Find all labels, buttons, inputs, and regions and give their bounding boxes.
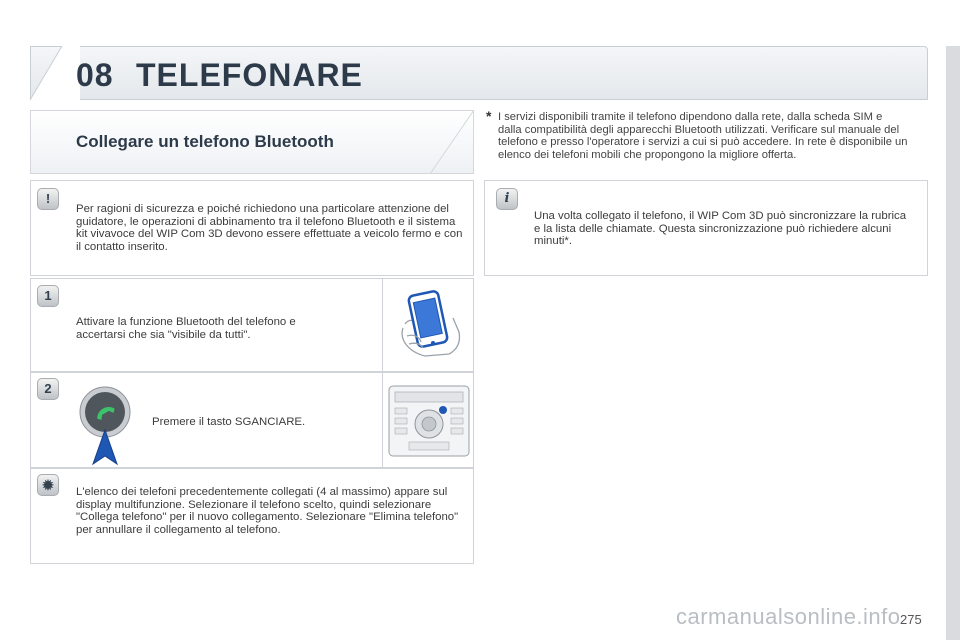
chapter-number: 08 [76, 57, 114, 93]
chapter-title: TELEFONARE [136, 57, 363, 93]
watermark: carmanualsonline.info [676, 604, 901, 629]
hang-up-button-icon [78, 384, 136, 470]
step-2-text: Premere il tasto SGANCIARE. [152, 416, 306, 428]
step-1-text: Attivare la funzione Bluetooth del telefono e accertarsi che sia "visibile da tutti". [76, 316, 296, 341]
section-title: Collegare un telefono Bluetooth [76, 132, 334, 151]
warning-text: Per ragioni di sicurezza e poiché richiedono una particolare attenzione del guidatore, le operazioni di abbinamento tra il telefono Bluetooth e il sistema kit vivavoce del WIP Com 3D devono essere effettuate a veicolo fermo e con il contatto inserito. [76, 203, 463, 253]
exclamation-icon: ! [37, 188, 59, 210]
side-tab-bar [946, 46, 960, 640]
radio-console-icon [387, 382, 471, 460]
step-1-badge: 1 [37, 285, 59, 307]
step-2-badge: 2 [37, 378, 59, 400]
info-text: Una volta collegato il telefono, il WIP Com 3D può sincronizzare la rubrica e la lista delle chiamate. Questa sincronizzazione può richiedere alcuni minuti*. [534, 210, 907, 248]
step-1-divider [382, 278, 383, 372]
step-2-divider [382, 372, 383, 468]
tip-text: L'elenco dei telefoni precedentemente collegati (4 al massimo) appare sul display multifunzione. Selezionare il telefono scelto, quindi selezionare "Collega telefono" per il nuovo collegamento. Selezionare "Elimina telefono" per annullare il collegamento al telefono. [76, 486, 459, 536]
section-box-corner [430, 110, 478, 176]
phone-in-hand-icon [395, 288, 467, 364]
info-icon: i [496, 188, 518, 210]
footnote-text: I servizi disponibili tramite il telefono dipendono dalla rete, dalla scheda SIM e dalla compatibilità degli apparecchi Bluetooth utilizzati. Verificare sul manuale del telefono e presso l'operatore i servizi a cui si può accedere. In rete è disponibile un elenco dei telefoni mobili che propongono la migliore offerta. [498, 111, 908, 161]
gear-icon: ✹ [37, 474, 59, 496]
header-slant-decoration [0, 0, 80, 110]
footnote [486, 108, 908, 161]
page-number: 275 [900, 612, 922, 627]
footnote-marker: * [486, 108, 492, 124]
